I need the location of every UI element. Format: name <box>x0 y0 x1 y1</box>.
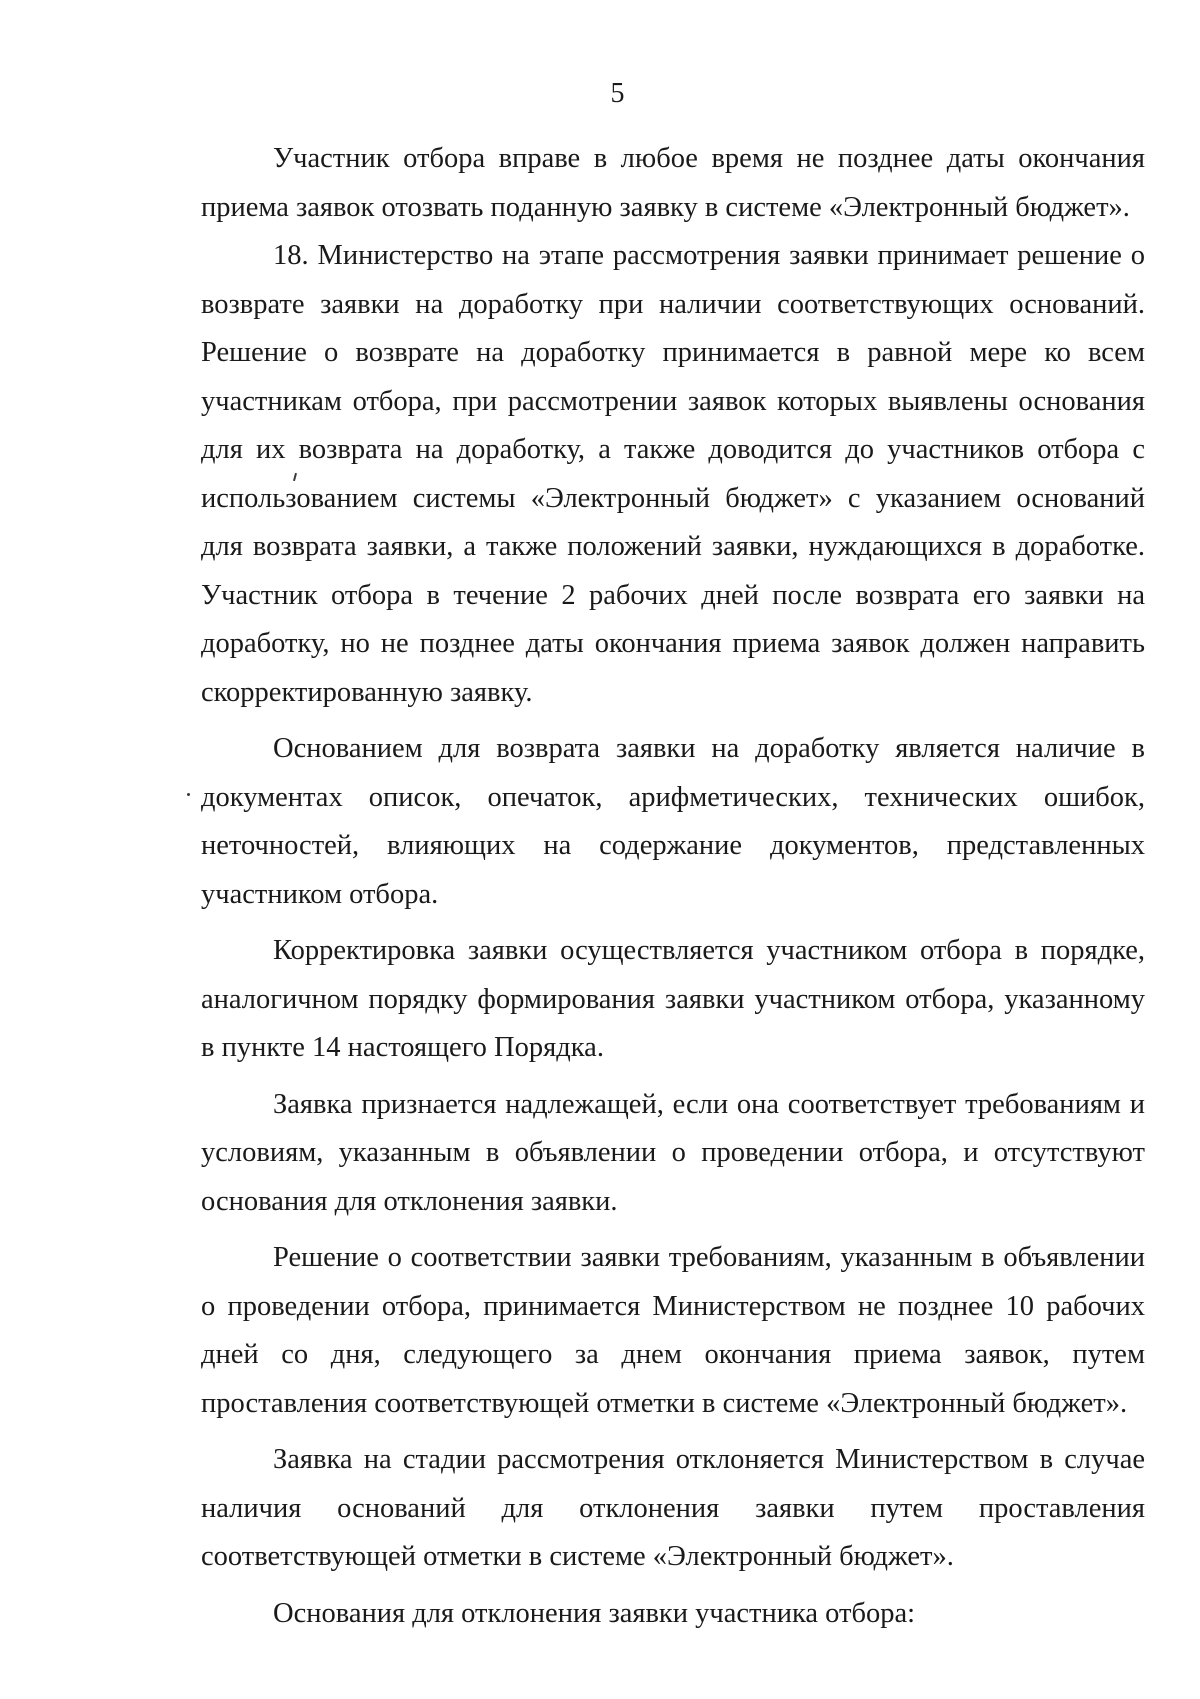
paragraph-application-correction: Корректировка заявки осуществляется участником отбора в порядке, аналогичном порядку формирования заявки участником отбора, указанному в пункте 14 настоящего Порядка. <box>201 935 1145 1063</box>
paragraph-compliance-decision: Решение о соответствии заявки требованиям, указанным в объявлении о проведении отбора, принимается Министерством не позднее 10 рабочих дней со дня, следующего за днем окончания приема заявок, путем проставления соответствующей отметки в системе «Электронный бюджет». <box>201 1242 1145 1419</box>
paragraph-rejection-grounds-heading: Основания для отклонения заявки участника отбора: <box>273 1597 916 1629</box>
document-body <box>201 135 1145 1638</box>
paragraph-rejection-at-review: Заявка на стадии рассмотрения отклоняется Министерством в случае наличия оснований для отклонения заявки путем проставления соответствующей отметки в системе «Электронный бюджет». <box>201 1444 1145 1572</box>
paragraph-proper-application: Заявка признается надлежащей, если она соответствует требованиям и условиям, указанным в объявлении о проведении отбора, и отсутствуют основания для отклонения заявки. <box>201 1088 1145 1217</box>
page-number: 5 <box>610 78 625 109</box>
scan-speck <box>187 793 190 796</box>
paragraph-withdraw-application: Участник отбора вправе в любое время не позднее даты окончания приема заявок отозвать поданную заявку в системе «Электронный бюджет». <box>201 143 1145 223</box>
paragraph-grounds-for-return: Основанием для возврата заявки на доработку является наличие в документах описок, опечаток, арифметических, технических ошибок, неточностей, влияющих на содержание документов, представленных участником отбора. <box>201 733 1145 910</box>
paragraph-item-18-return-for-revision: 18. Министерство на этапе рассмотрения заявки принимает решение о возврате заявки на доработку при наличии соответствующих оснований. Решение о возврате на доработку принимается в равной мере ко всем участникам отбора, при рассмотрении заявок которых выявлены основания для их возврата на доработку, а также доводится до участников отбора с использованием системы «Электронный бюджет» с указанием оснований для возврата заявки, а также положений заявки, нуждающихся в доработке. Участник отбора в течение 2 рабочих дней после возврата его заявки на доработку, но не позднее даты окончания приема заявок должен направить скорректированную заявку. <box>201 240 1145 708</box>
